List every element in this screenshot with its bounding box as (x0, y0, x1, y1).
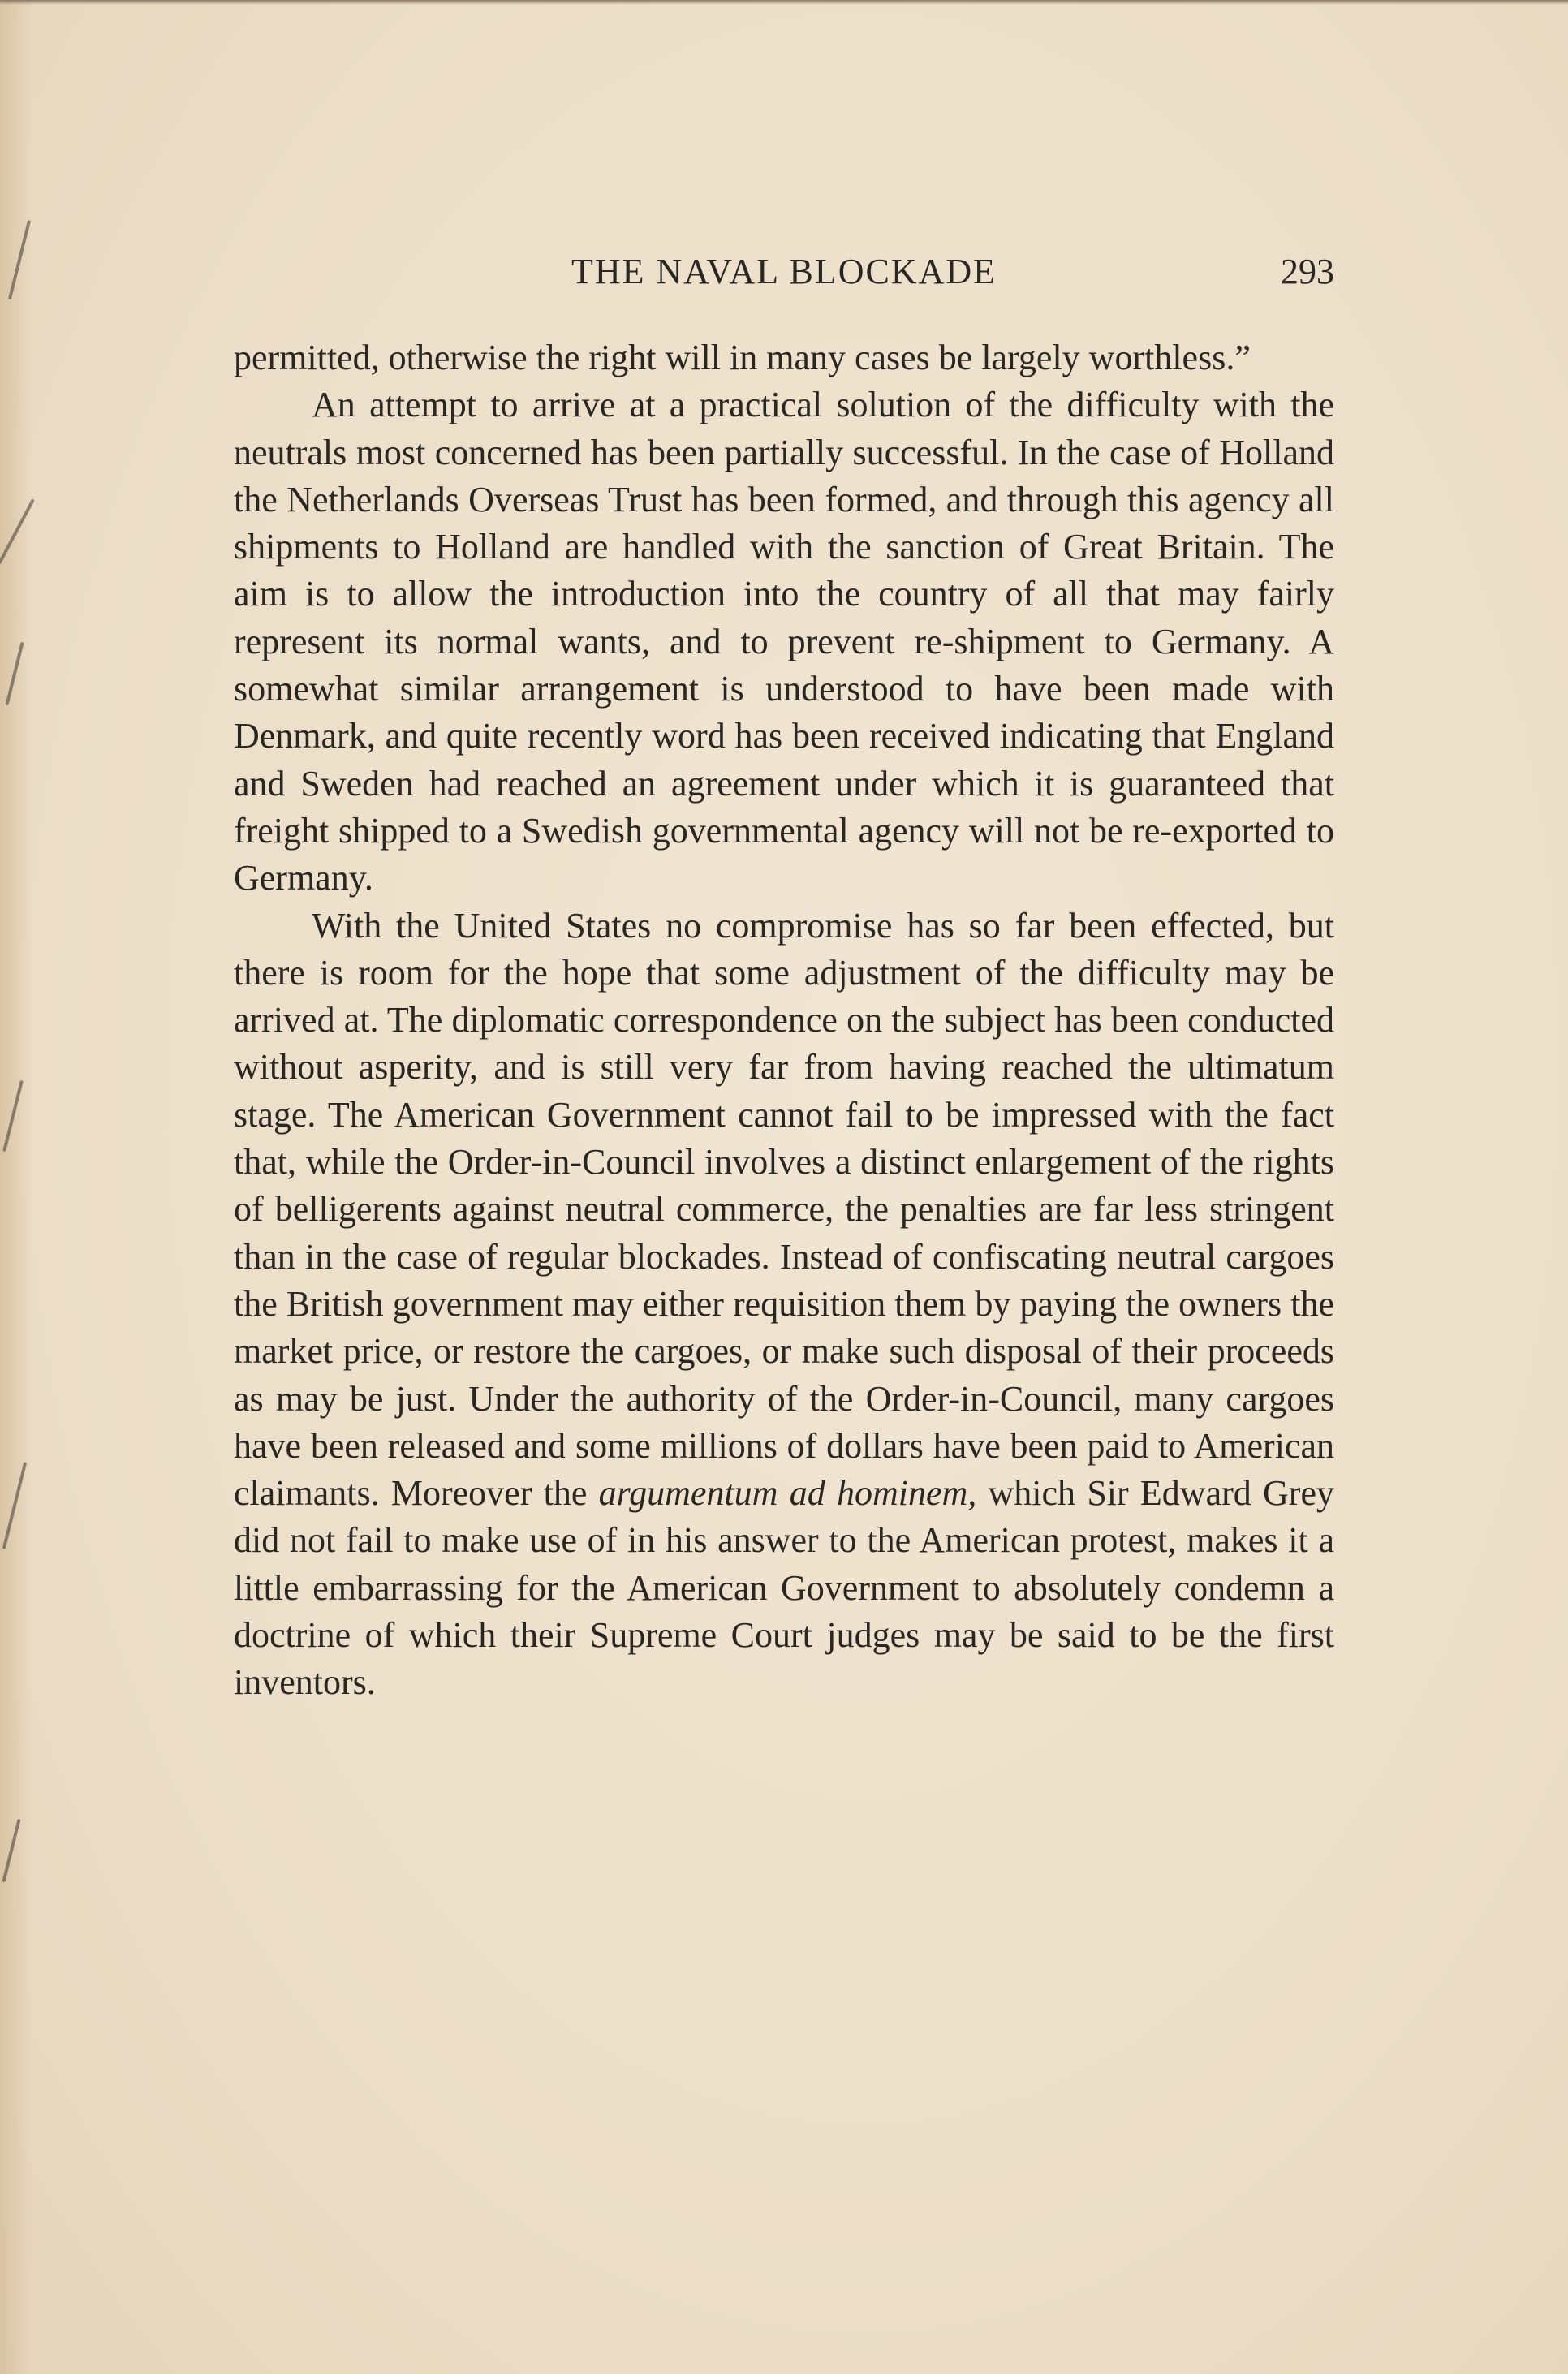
running-head: THE NAVAL BLOCKADE (571, 252, 997, 291)
body-text (234, 334, 1334, 1707)
page-number: 293 (1281, 252, 1334, 291)
page-top-edge (0, 0, 1568, 5)
paragraph-text: which Sir Edward Grey did not fail to make use of in his answer to the American protest, makes it a little embarrassing for the American Government to absolutely condemn a doctrine of which their Supreme Court judges may be said to be the first inventors. (234, 1473, 1334, 1703)
paragraph-united-states (234, 903, 1334, 1707)
paragraph-neutral-agreements: An attempt to arrive at a practical solution of the difficulty with the neutrals most concerned has been partially successful. In the case of Holland the Netherlands Overseas Trust has been formed, and through this agency all shipments to Holland are handled with the sanction of Great Britain. The aim is to allow the introduction into the country of all that may fairly represent its normal wants, and to prevent re-shipment to Germany. A somewhat similar arrangement is understood to have been made with Denmark, and quite recently word has been received indicating that England and Sweden had reached an agreement under which it is guaranteed that freight shipped to a Swedish governmental agency will not be re-exported to Germany. (234, 385, 1334, 898)
paragraph-text: With the United States no compromise has so far been effected, but there is room for the hope that some adjustment of the difficulty may be arrived at. The diplomatic correspondence on the subject has been conducted without asperity, and is still very far from having reached the ultimatum stage. The American Government cannot fail to be impressed with the fact that, while the Order-in-Council involves a distinct enlargement of the rights of belligerents against neutral commerce, the penalties are far less stringent than in the case of regular blockades. Instead of confiscating neutral cargoes the British government may either requisition them by paying the owners the market price, or restore the cargoes, or make such disposal of their proceeds as may be just. Under the authority of the Order-in-Council, many cargoes have been released and some millions of dollars have been paid to American claimants. Moreover the (234, 905, 1334, 1514)
latin-phrase: argumentum ad hominem, (598, 1473, 977, 1514)
paragraph-continuation: permitted, otherwise the right will in many cases be largely worthless.” (234, 338, 1251, 377)
page-binding-shadow (0, 0, 32, 2374)
page-header (234, 248, 1334, 296)
